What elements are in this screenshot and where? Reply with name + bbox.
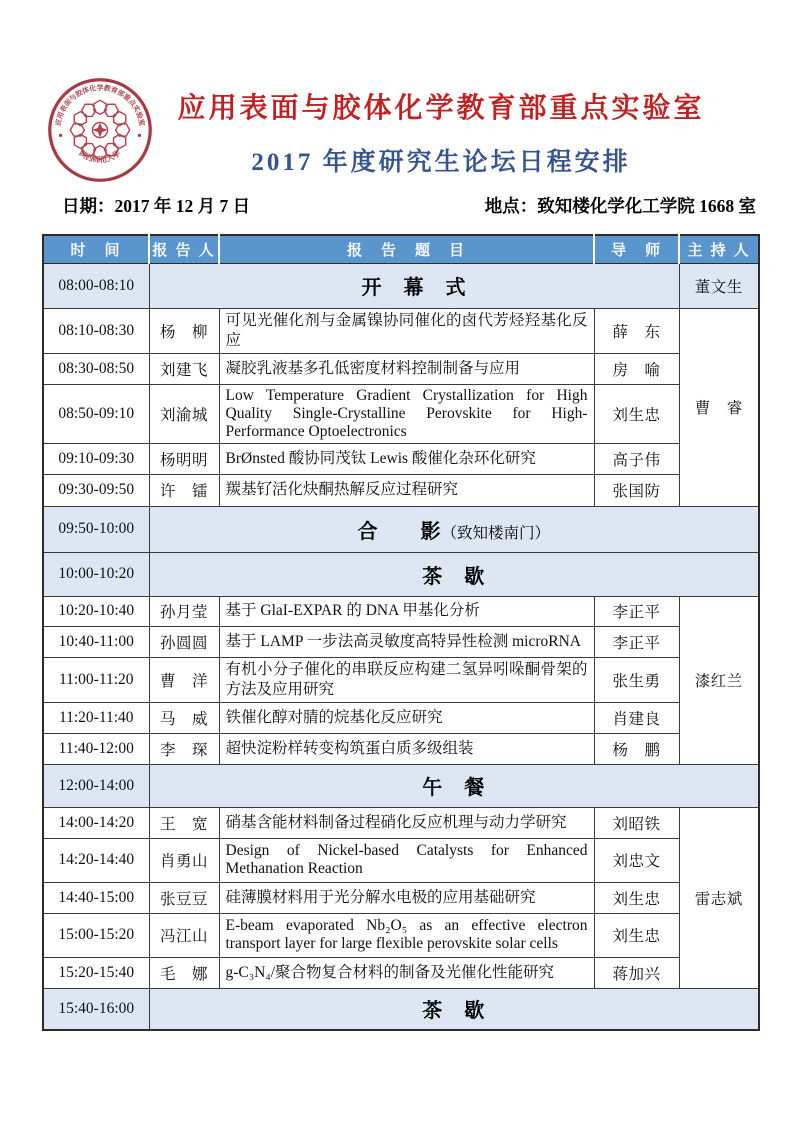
event-note: （致知楼南门） [441, 524, 550, 542]
talk-row [43, 957, 759, 988]
seal-graphic [46, 76, 154, 184]
mentor-cell: 李正平 [594, 626, 679, 657]
mentor-cell: 刘生忠 [594, 882, 679, 913]
title-cell: g-C₃N₄/聚合物复合材料的制备及光催化性能研究 [219, 957, 594, 988]
time-cell: 08:30-08:50 [43, 353, 149, 384]
event-label: 茶 歇 [422, 565, 486, 588]
speaker-cell: 马 威 [149, 702, 219, 733]
event-cell [149, 263, 679, 308]
mentor-cell: 蒋加兴 [594, 957, 679, 988]
speaker-cell: 孙月莹 [149, 596, 219, 626]
speaker-cell: 李 琛 [149, 733, 219, 764]
time-cell: 11:40-12:00 [43, 733, 149, 764]
university-lab-seal [46, 76, 154, 184]
title-cell: 硝基含能材料制备过程硝化反应机理与动力学研究 [219, 807, 594, 838]
mentor-cell: 薛 东 [594, 308, 679, 353]
mentor-cell: 刘生忠 [594, 913, 679, 957]
event-cell [149, 506, 759, 552]
talk-row [43, 733, 759, 764]
title-cell: 硅薄膜材料用于光分解水电极的应用基础研究 [219, 882, 594, 913]
time-cell: 09:50-10:00 [43, 506, 149, 552]
mentor-cell: 李正平 [594, 596, 679, 626]
seal-top-text: 应用表面与胶体化学教育部重点实验室 [55, 85, 145, 127]
session-row [43, 988, 759, 1030]
column-header-title: 报 告 题 目 [219, 235, 594, 263]
speaker-cell: 张豆豆 [149, 882, 219, 913]
mentor-cell: 刘忠文 [594, 838, 679, 882]
speaker-cell: 王 宽 [149, 807, 219, 838]
event-cell [149, 552, 759, 596]
column-header-time: 时 间 [43, 235, 149, 263]
mentor-cell: 肖建良 [594, 702, 679, 733]
mentor-cell: 房 喻 [594, 353, 679, 384]
host-cell: 董文生 [679, 263, 759, 308]
event-label: 午 餐 [422, 777, 486, 799]
speaker-cell: 杨 柳 [149, 308, 219, 353]
speaker-cell: 刘建飞 [149, 353, 219, 384]
title-cell: E-beam evaporated Nb₂O₅ as an effective electron transport layer for large flexible perovskite solar cells [219, 913, 594, 957]
speaker-cell: 肖勇山 [149, 838, 219, 882]
talk-row [43, 308, 759, 353]
speaker-cell: 曹 洋 [149, 657, 219, 702]
schedule-table [42, 234, 760, 1031]
time-cell: 10:40-11:00 [43, 626, 149, 657]
location-label: 地点：致知楼化学化工学院 1668 室 [484, 196, 756, 216]
time-cell: 09:30-09:50 [43, 474, 149, 506]
mentor-cell: 高子伟 [594, 443, 679, 474]
talk-row [43, 384, 759, 443]
speaker-cell: 毛 娜 [149, 957, 219, 988]
time-cell: 15:40-16:00 [43, 988, 149, 1030]
host-cell: 曹 睿 [679, 308, 759, 506]
title-cell: Low Temperature Gradient Crystallization for High Quality Single-Crystalline Perovskite for High-Performance Optoelectronics [219, 384, 594, 443]
title-cell: 基于 LAMP 一步法高灵敏度高特异性检测 microRNA [219, 626, 594, 657]
mentor-cell: 刘昭铁 [594, 807, 679, 838]
session-row [43, 552, 759, 596]
time-cell: 11:00-11:20 [43, 657, 149, 702]
talk-row [43, 838, 759, 882]
time-cell: 14:20-14:40 [43, 838, 149, 882]
time-cell: 15:00-15:20 [43, 913, 149, 957]
host-cell: 雷志斌 [679, 807, 759, 988]
title-cell: 铁催化醇对腈的烷基化反应研究 [219, 702, 594, 733]
host-cell: 漆红兰 [679, 596, 759, 764]
time-cell: 09:10-09:30 [43, 443, 149, 474]
column-header-host: 主 持 人 [679, 235, 759, 263]
title-cell: BrØnsted 酸协同茂钛 Lewis 酸催化杂环化研究 [219, 443, 594, 474]
speaker-cell: 许 镭 [149, 474, 219, 506]
table-header-row [43, 235, 759, 263]
lab-title: 应用表面与胶体化学教育部重点实验室 [177, 92, 705, 123]
time-cell: 08:10-08:30 [43, 308, 149, 353]
talk-row [43, 596, 759, 626]
seal-bottom-text: 陕西师范大学 [77, 148, 123, 165]
title-cell: 基于 GlaI-EXPAR 的 DNA 甲基化分析 [219, 596, 594, 626]
document-header [46, 76, 758, 184]
talk-row [43, 626, 759, 657]
mentor-cell: 张生勇 [594, 657, 679, 702]
time-cell: 11:20-11:40 [43, 702, 149, 733]
event-label: 茶 歇 [422, 1000, 486, 1023]
mentor-cell: 张国防 [594, 474, 679, 506]
event-label: 合 影 [357, 520, 442, 543]
svg-text:应用表面与胶体化学教育部重点实验室 [53, 83, 147, 127]
time-cell: 08:00-08:10 [43, 263, 149, 308]
speaker-cell: 孙圆圆 [149, 626, 219, 657]
column-header-speaker: 报 告 人 [149, 235, 219, 263]
speaker-cell: 冯江山 [149, 913, 219, 957]
talk-row [43, 913, 759, 957]
session-row [43, 764, 759, 807]
speaker-cell: 刘渝城 [149, 384, 219, 443]
event-cell [149, 988, 759, 1030]
date-location-row [62, 193, 756, 218]
time-cell: 12:00-14:00 [43, 764, 149, 807]
title-cell: 有机小分子催化的串联反应构建二氢异吲哚酮骨架的方法及应用研究 [219, 657, 594, 702]
time-cell: 08:50-09:10 [43, 384, 149, 443]
talk-row [43, 882, 759, 913]
date-label: 日期：2017 年 12 月 7 日 [62, 196, 251, 216]
session-row [43, 263, 759, 308]
event-cell [149, 764, 759, 807]
talk-row [43, 702, 759, 733]
event-label: 开 幕 式 [361, 277, 467, 299]
title-cell: Design of Nickel-based Catalysts for Enhanced Methanation Reaction [219, 838, 594, 882]
speaker-cell: 杨明明 [149, 443, 219, 474]
title-cell: 可见光催化剂与金属镍协同催化的卤代芳烃羟基化反应 [219, 308, 594, 353]
time-cell: 10:00-10:20 [43, 552, 149, 596]
title-cell: 羰基钌活化炔酮热解反应过程研究 [219, 474, 594, 506]
title-cell: 凝胶乳液基多孔低密度材料控制制备与应用 [219, 353, 594, 384]
talk-row [43, 353, 759, 384]
talk-row [43, 443, 759, 474]
forum-title: 2017 年度研究生论坛日程安排 [251, 149, 631, 176]
time-cell: 10:20-10:40 [43, 596, 149, 626]
title-cell: 超快淀粉样转变构筑蛋白质多级组装 [219, 733, 594, 764]
column-header-mentor: 导 师 [594, 235, 679, 263]
mentor-cell: 刘生忠 [594, 384, 679, 443]
title-block [154, 76, 758, 178]
svg-text:陕西师范大学 [78, 147, 123, 164]
mentor-cell: 杨 鹏 [594, 733, 679, 764]
time-cell: 14:00-14:20 [43, 807, 149, 838]
talk-row [43, 807, 759, 838]
talk-row [43, 657, 759, 702]
time-cell: 14:40-15:00 [43, 882, 149, 913]
talk-row [43, 474, 759, 506]
time-cell: 15:20-15:40 [43, 957, 149, 988]
session-row [43, 506, 759, 552]
